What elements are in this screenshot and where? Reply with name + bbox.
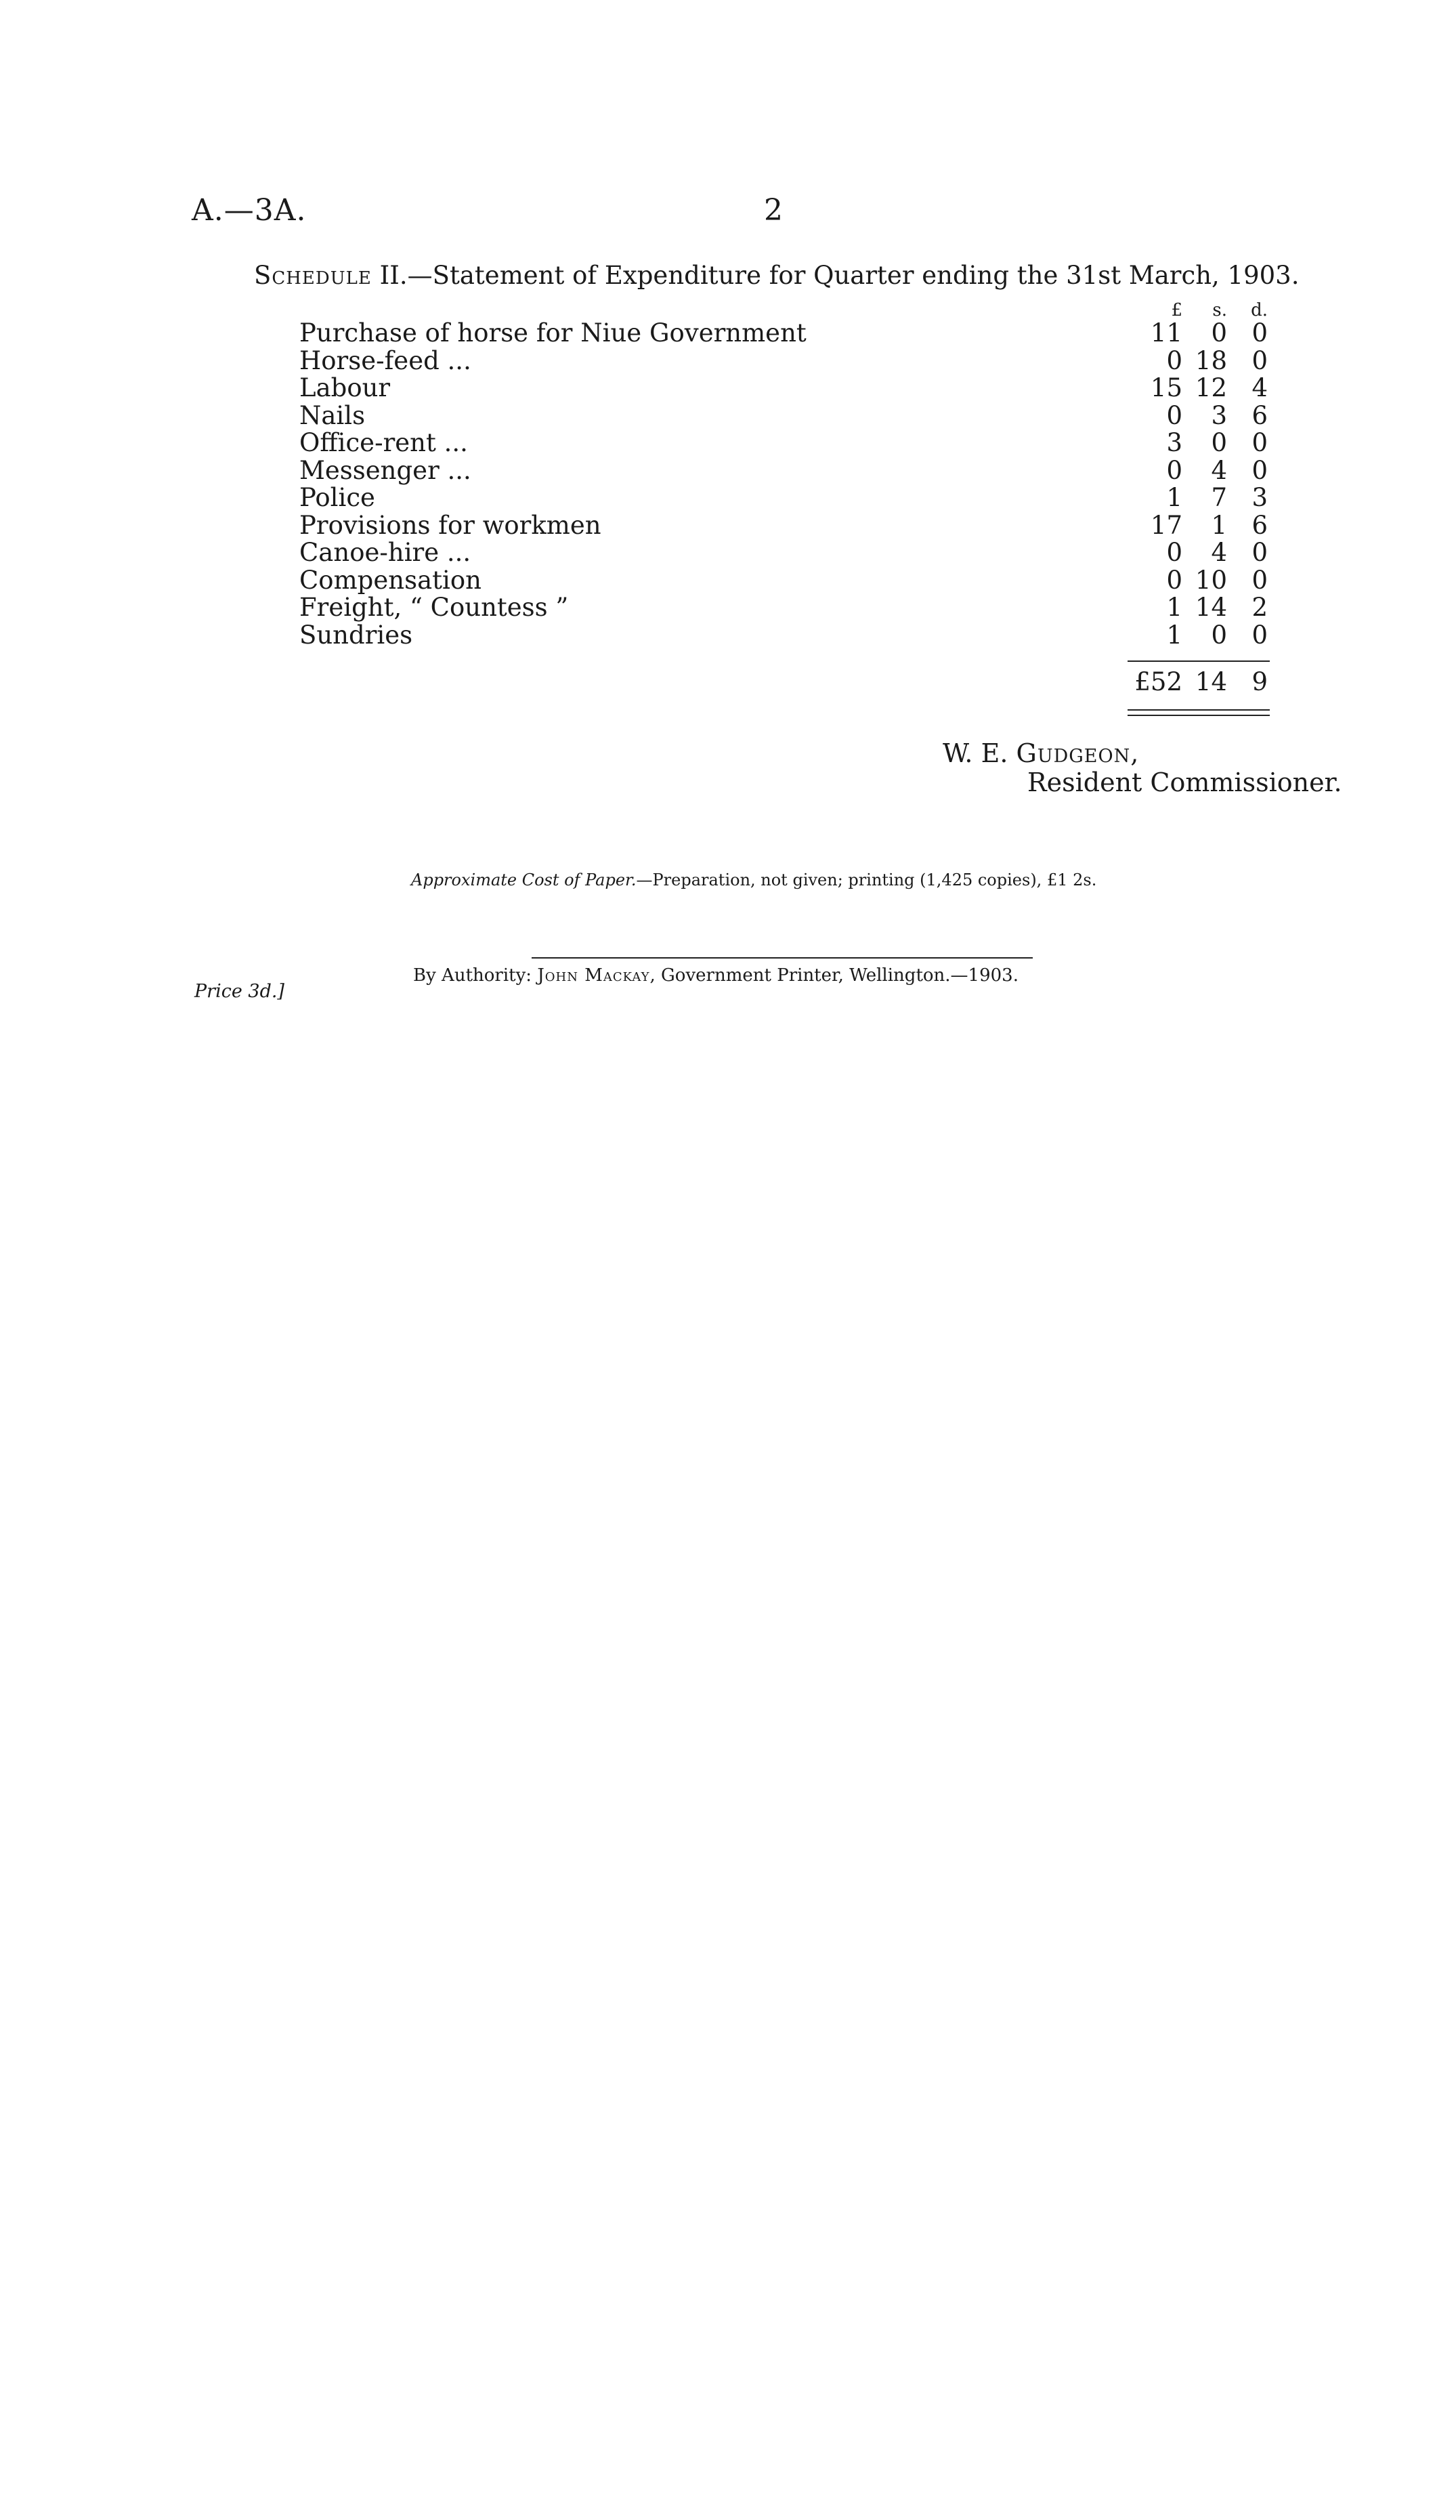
expense-pounds: 0: [1166, 565, 1182, 595]
expense-label: Labour: [299, 373, 391, 402]
expense-row: [0, 457, 1456, 484]
expense-pence: 0: [1251, 428, 1268, 457]
total-rule: [1128, 660, 1270, 662]
pence-header: d.: [1251, 300, 1268, 320]
expense-pence: 2: [1251, 593, 1268, 622]
pounds-header: £: [1171, 300, 1182, 320]
expense-row: [0, 320, 1456, 347]
expense-pounds: 15: [1150, 373, 1182, 402]
schedule-title-text: II.—Statement of Expenditure for Quarter ending the 31st March, 1903.: [371, 261, 1300, 290]
expense-row: [0, 622, 1456, 649]
expense-label: Purchase of horse for Niue Government: [299, 318, 807, 348]
expense-shillings: 4: [1211, 538, 1227, 567]
expense-row: [0, 567, 1456, 594]
total-pence: 9: [1251, 667, 1268, 696]
expense-label: Messenger ...: [299, 455, 471, 485]
expense-shillings: 3: [1211, 400, 1227, 430]
expense-pounds: 0: [1166, 345, 1182, 375]
expense-pounds: 1: [1166, 620, 1182, 650]
expense-shillings: 0: [1211, 318, 1227, 348]
expense-pounds: 0: [1166, 400, 1182, 430]
expense-label: Provisions for workmen: [299, 510, 601, 540]
imprint-printer: John Mackay: [537, 965, 650, 986]
page-number: 2: [764, 193, 783, 228]
signatory-surname: Gudgeon,: [1016, 738, 1140, 768]
expense-pence: 0: [1251, 455, 1268, 485]
document-reference: A.—3A.: [192, 193, 307, 228]
expense-pence: 0: [1251, 538, 1268, 567]
expense-row: [0, 512, 1456, 539]
expense-pounds: 0: [1166, 455, 1182, 485]
cost-note-lead: Approximate Cost of Paper.: [411, 870, 637, 889]
total-pounds: £52: [1134, 667, 1182, 696]
expense-row: [0, 429, 1456, 457]
schedule-title: [254, 261, 1310, 290]
expense-row: [0, 539, 1456, 566]
expense-pence: 0: [1251, 345, 1268, 375]
cost-note-text: —Preparation, not given; printing (1,425 copies), £1 2s.: [636, 870, 1097, 889]
expense-pounds: 17: [1150, 510, 1182, 540]
price-note: Price 3d.]: [194, 981, 284, 1002]
expense-row: [0, 484, 1456, 511]
expense-shillings: 10: [1195, 565, 1227, 595]
expense-shillings: 0: [1211, 428, 1227, 457]
expense-pence: 3: [1251, 483, 1268, 512]
expense-pence: 0: [1251, 565, 1268, 595]
total-double-rule: [1128, 709, 1270, 716]
expense-pence: 0: [1251, 620, 1268, 650]
expense-pounds: 0: [1166, 538, 1182, 567]
expense-shillings: 12: [1195, 373, 1227, 402]
expense-pence: 0: [1251, 318, 1268, 348]
signatory-initials: W. E.: [943, 738, 1016, 768]
expense-label: Police: [299, 483, 375, 512]
expense-pence: 4: [1251, 373, 1268, 402]
expense-row: [0, 594, 1456, 621]
cost-note: [411, 870, 1096, 889]
expense-label: Canoe-hire ...: [299, 538, 471, 567]
expense-label: Office-rent ...: [299, 428, 468, 457]
total-shillings: 14: [1195, 667, 1227, 696]
expense-pounds: 1: [1166, 483, 1182, 512]
expense-shillings: 18: [1195, 345, 1227, 375]
expense-shillings: 0: [1211, 620, 1227, 650]
expense-pounds: 1: [1166, 593, 1182, 622]
schedule-title-caps: Schedule: [254, 261, 372, 290]
expense-row: [0, 345, 1456, 375]
imprint-rule: [532, 957, 1033, 959]
expense-label: Freight, “ Countess ”: [299, 593, 569, 622]
expense-label: Nails: [299, 400, 366, 430]
signatory-name: [943, 738, 1139, 768]
expense-label: Horse-feed ...: [299, 345, 471, 375]
printer-imprint: [413, 965, 1019, 986]
shillings-header: s.: [1212, 300, 1227, 320]
expense-shillings: 4: [1211, 455, 1227, 485]
expense-label: Compensation: [299, 565, 481, 595]
expense-row: [0, 402, 1456, 429]
expense-pence: 6: [1251, 510, 1268, 540]
signatory-title: Resident Commissioner.: [1027, 768, 1342, 797]
expense-pounds: 11: [1150, 318, 1182, 348]
expense-shillings: 14: [1195, 593, 1227, 622]
imprint-suffix: , Government Printer, Wellington.—1903.: [649, 965, 1019, 986]
expense-shillings: 1: [1211, 510, 1227, 540]
expense-row: [0, 375, 1456, 402]
expense-shillings: 7: [1211, 483, 1227, 512]
imprint-prefix: By Authority:: [413, 965, 538, 986]
expense-pence: 6: [1251, 400, 1268, 430]
expense-pounds: 3: [1166, 428, 1182, 457]
expense-label: Sundries: [299, 620, 413, 650]
total-row: [0, 669, 1456, 696]
